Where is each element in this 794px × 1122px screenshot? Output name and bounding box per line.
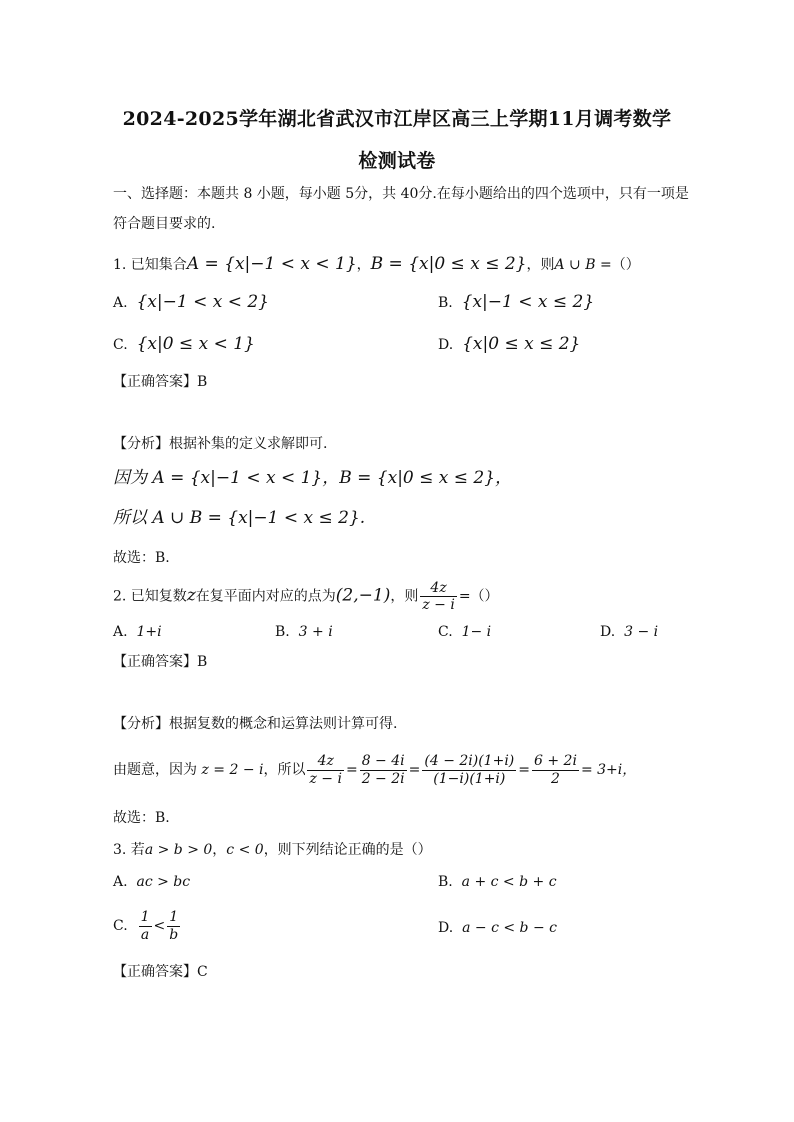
q2-option-a: A. 1+i bbox=[113, 624, 162, 640]
set-a: A = {x|−1 < x < 1} bbox=[186, 254, 357, 274]
q2-frac-1: $\frac{4z}{z - i}$ bbox=[309, 753, 342, 787]
q1-because: 因为 A = {x|−1 < x < 1}，B = {x|0 ≤ x ≤ 2}， bbox=[113, 468, 513, 488]
set-b: B = {x|0 ≤ x ≤ 2} bbox=[370, 254, 527, 274]
q2-option-b: B. 3 + i bbox=[275, 624, 333, 640]
q1-option-b: B. {x|−1 < x ≤ 2} bbox=[438, 292, 595, 312]
q2-option-d: D. 3 − i bbox=[600, 624, 659, 640]
q1-therefore: 所以 A ∪ B = {x|−1 < x ≤ 2}. bbox=[113, 508, 366, 528]
q2-frac-3: $\frac{(4 - 2i)(1+i)}{(1-i)(1+i)}$ bbox=[424, 753, 515, 787]
q1-choose: 故选：B. bbox=[113, 550, 170, 566]
section-header-line-2: 符合题目要求的. bbox=[113, 216, 216, 232]
q3-option-d: D. a − c < b − c bbox=[438, 920, 557, 936]
q2-frac-4: $\frac{6 + 2i}{2}$ bbox=[534, 753, 577, 787]
q2-solution: 由题意，因为 z = 2 − i，所以 $\frac{4z}{z - i}$ = $\frac{8 - 4i}{2 - 2i}$ = $\frac{(4 - 2i)(1+i)}{(1-i)(1+i)}$ = $\frac{6 + 2i}{2}$ = 3+i， bbox=[113, 753, 637, 787]
q2-answer: 【正确答案】B bbox=[113, 654, 208, 670]
q3-option-b: B. a + c < b + c bbox=[438, 874, 557, 890]
q2-analysis: 【分析】根据复数的概念和运算法则计算可得. bbox=[113, 716, 398, 732]
q2-option-c: C. 1− i bbox=[438, 624, 492, 640]
q3-answer: 【正确答案】C bbox=[113, 964, 208, 980]
q3-option-a: A. ac > bc bbox=[113, 874, 191, 890]
section-header-line-1: 一、选择题：本题共 8 小题，每小题 5分，共 40分.在每小题给出的四个选项中，只有一项是 bbox=[113, 186, 689, 202]
question-1-stem: 1. 已知集合A = {x|−1 < x < 1}，B = {x|0 ≤ x ≤ 2}，则A ∪ B =（） bbox=[113, 254, 640, 274]
q2-choose: 故选：B. bbox=[113, 810, 170, 826]
union-expression: A ∪ B = bbox=[554, 257, 612, 273]
page-subtitle: 检测试卷 bbox=[358, 150, 436, 172]
q2-fraction: $\frac{4z}{z - i}$ bbox=[422, 580, 455, 614]
q1-answer: 【正确答案】B bbox=[113, 374, 208, 390]
q1-option-c: C. {x|0 ≤ x < 1} bbox=[113, 334, 255, 354]
q3-option-c: C. $\frac{1}{a}$ < $\frac{1}{b}$ bbox=[113, 909, 179, 943]
q1-option-d: D. {x|0 ≤ x ≤ 2} bbox=[438, 334, 581, 354]
q1-analysis: 【分析】根据补集的定义求解即可. bbox=[113, 436, 328, 452]
q1-option-a: A. {x|−1 < x < 2} bbox=[113, 292, 269, 312]
q2-frac-2: $\frac{8 - 4i}{2 - 2i}$ bbox=[361, 753, 405, 787]
question-3-stem: 3. 若a > b > 0，c < 0，则下列结论正确的是（） bbox=[113, 842, 432, 858]
page-title: 2024-2025学年湖北省武汉市江岸区高三上学期11月调考数学 bbox=[122, 108, 672, 130]
question-2-stem: 2. 已知复数z在复平面内对应的点为(2,−1)，则 $\frac{4z}{z - i}$ =（） bbox=[113, 580, 499, 614]
